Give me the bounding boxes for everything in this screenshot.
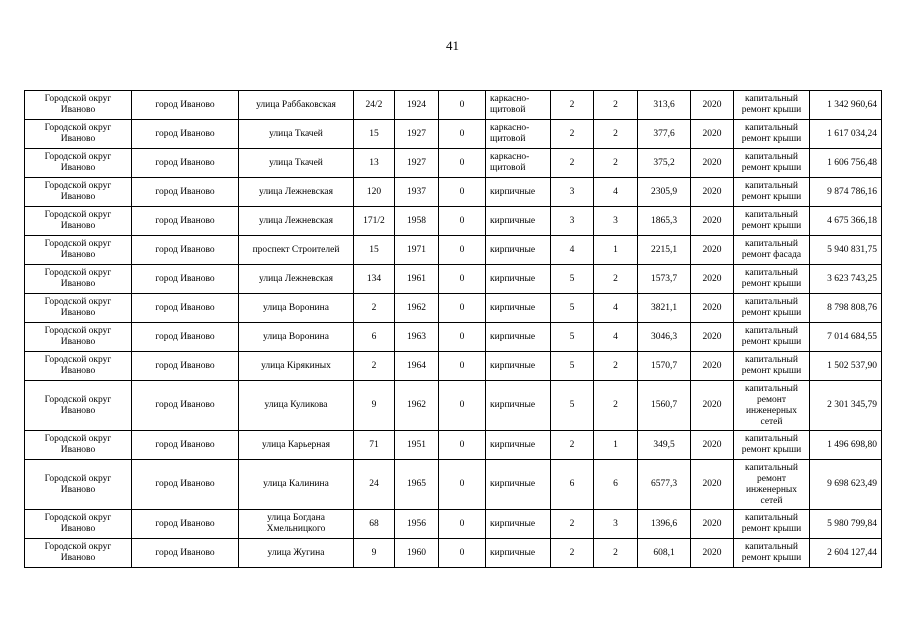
municipality-cell: Городской округ Иваново <box>25 265 132 294</box>
entrances-cell: 2 <box>594 381 638 431</box>
area-cell: 608,1 <box>638 539 691 568</box>
plan-year-cell: 2020 <box>691 294 734 323</box>
zero-value-cell: 0 <box>439 294 486 323</box>
work-type-cell: капитальный ремонт крыши <box>734 323 810 352</box>
wall-material-cell: кирпичные <box>486 178 551 207</box>
area-cell: 377,6 <box>638 120 691 149</box>
entrances-cell: 4 <box>594 178 638 207</box>
city-cell: город Иваново <box>132 120 239 149</box>
house-number-cell: 6 <box>354 323 395 352</box>
municipality-cell: Городской округ Иваново <box>25 294 132 323</box>
zero-value-cell: 0 <box>439 352 486 381</box>
city-cell: город Иваново <box>132 207 239 236</box>
construction-year-cell: 1964 <box>395 352 439 381</box>
zero-value-cell: 0 <box>439 91 486 120</box>
zero-value-cell: 0 <box>439 460 486 510</box>
table-row <box>25 265 882 294</box>
plan-year-cell: 2020 <box>691 178 734 207</box>
city-cell: город Иваново <box>132 236 239 265</box>
area-cell: 1573,7 <box>638 265 691 294</box>
work-type-cell: капитальный ремонт крыши <box>734 352 810 381</box>
cost-cell: 9 874 786,16 <box>810 178 882 207</box>
wall-material-cell: кирпичные <box>486 381 551 431</box>
construction-year-cell: 1956 <box>395 510 439 539</box>
area-cell: 1560,7 <box>638 381 691 431</box>
table-row <box>25 294 882 323</box>
plan-year-cell: 2020 <box>691 431 734 460</box>
floors-cell: 5 <box>551 294 594 323</box>
table-row <box>25 236 882 265</box>
zero-value-cell: 0 <box>439 431 486 460</box>
city-cell: город Иваново <box>132 460 239 510</box>
table-body <box>25 91 882 568</box>
house-number-cell: 24 <box>354 460 395 510</box>
zero-value-cell: 0 <box>439 207 486 236</box>
entrances-cell: 4 <box>594 323 638 352</box>
plan-year-cell: 2020 <box>691 120 734 149</box>
plan-year-cell: 2020 <box>691 539 734 568</box>
city-cell: город Иваново <box>132 539 239 568</box>
floors-cell: 5 <box>551 352 594 381</box>
entrances-cell: 3 <box>594 207 638 236</box>
floors-cell: 5 <box>551 323 594 352</box>
street-cell: улица Ткачей <box>239 120 354 149</box>
cost-cell: 1 617 034,24 <box>810 120 882 149</box>
table-row <box>25 178 882 207</box>
floors-cell: 2 <box>551 510 594 539</box>
entrances-cell: 3 <box>594 510 638 539</box>
cost-cell: 2 604 127,44 <box>810 539 882 568</box>
area-cell: 1570,7 <box>638 352 691 381</box>
work-type-cell: капитальный ремонт крыши <box>734 207 810 236</box>
table-row <box>25 323 882 352</box>
construction-year-cell: 1961 <box>395 265 439 294</box>
street-cell: улица Лежневская <box>239 207 354 236</box>
floors-cell: 3 <box>551 207 594 236</box>
construction-year-cell: 1963 <box>395 323 439 352</box>
city-cell: город Иваново <box>132 91 239 120</box>
street-cell: улица Куликова <box>239 381 354 431</box>
floors-cell: 2 <box>551 431 594 460</box>
construction-year-cell: 1962 <box>395 294 439 323</box>
zero-value-cell: 0 <box>439 381 486 431</box>
area-cell: 313,6 <box>638 91 691 120</box>
work-type-cell: капитальный ремонт крыши <box>734 294 810 323</box>
work-type-cell: капитальный ремонт крыши <box>734 149 810 178</box>
construction-year-cell: 1958 <box>395 207 439 236</box>
page-number: 41 <box>446 38 459 53</box>
entrances-cell: 2 <box>594 149 638 178</box>
street-cell: улица Кірякиных <box>239 352 354 381</box>
table-row <box>25 352 882 381</box>
cost-cell: 1 342 960,64 <box>810 91 882 120</box>
municipality-cell: Городской округ Иваново <box>25 178 132 207</box>
entrances-cell: 1 <box>594 431 638 460</box>
plan-year-cell: 2020 <box>691 510 734 539</box>
street-cell: улица Богдана Хмельницкого <box>239 510 354 539</box>
table-row <box>25 431 882 460</box>
entrances-cell: 2 <box>594 352 638 381</box>
wall-material-cell: кирпичные <box>486 207 551 236</box>
table-row <box>25 539 882 568</box>
cost-cell: 5 980 799,84 <box>810 510 882 539</box>
zero-value-cell: 0 <box>439 149 486 178</box>
cost-cell: 9 698 623,49 <box>810 460 882 510</box>
work-type-cell: капитальный ремонт крыши <box>734 539 810 568</box>
table-row <box>25 91 882 120</box>
municipality-cell: Городской округ Иваново <box>25 431 132 460</box>
city-cell: город Иваново <box>132 178 239 207</box>
work-type-cell: капитальный ремонт инженерных сетей <box>734 381 810 431</box>
wall-material-cell: кирпичные <box>486 431 551 460</box>
street-cell: улица Воронина <box>239 294 354 323</box>
house-number-cell: 2 <box>354 294 395 323</box>
city-cell: город Иваново <box>132 323 239 352</box>
area-cell: 1396,6 <box>638 510 691 539</box>
area-cell: 6577,3 <box>638 460 691 510</box>
street-cell: улица Воронина <box>239 323 354 352</box>
house-number-cell: 15 <box>354 120 395 149</box>
area-cell: 3821,1 <box>638 294 691 323</box>
construction-year-cell: 1960 <box>395 539 439 568</box>
floors-cell: 6 <box>551 460 594 510</box>
wall-material-cell: кирпичные <box>486 294 551 323</box>
area-cell: 375,2 <box>638 149 691 178</box>
cost-cell: 1 606 756,48 <box>810 149 882 178</box>
floors-cell: 4 <box>551 236 594 265</box>
construction-year-cell: 1965 <box>395 460 439 510</box>
street-cell: улица Лежневская <box>239 178 354 207</box>
house-number-cell: 24/2 <box>354 91 395 120</box>
house-number-cell: 71 <box>354 431 395 460</box>
municipality-cell: Городской округ Иваново <box>25 323 132 352</box>
construction-year-cell: 1971 <box>395 236 439 265</box>
work-type-cell: капитальный ремонт крыши <box>734 120 810 149</box>
zero-value-cell: 0 <box>439 178 486 207</box>
area-cell: 349,5 <box>638 431 691 460</box>
cost-cell: 1 502 537,90 <box>810 352 882 381</box>
zero-value-cell: 0 <box>439 323 486 352</box>
city-cell: город Иваново <box>132 431 239 460</box>
entrances-cell: 1 <box>594 236 638 265</box>
work-type-cell: капитальный ремонт крыши <box>734 431 810 460</box>
wall-material-cell: кирпичные <box>486 236 551 265</box>
house-number-cell: 68 <box>354 510 395 539</box>
cost-cell: 5 940 831,75 <box>810 236 882 265</box>
zero-value-cell: 0 <box>439 510 486 539</box>
wall-material-cell: кирпичные <box>486 539 551 568</box>
entrances-cell: 2 <box>594 539 638 568</box>
municipality-cell: Городской округ Иваново <box>25 120 132 149</box>
cost-cell: 2 301 345,79 <box>810 381 882 431</box>
plan-year-cell: 2020 <box>691 352 734 381</box>
municipality-cell: Городской округ Иваново <box>25 381 132 431</box>
area-cell: 2215,1 <box>638 236 691 265</box>
city-cell: город Иваново <box>132 352 239 381</box>
street-cell: улица Жугина <box>239 539 354 568</box>
street-cell: улица Ткачей <box>239 149 354 178</box>
floors-cell: 5 <box>551 265 594 294</box>
house-number-cell: 2 <box>354 352 395 381</box>
house-number-cell: 15 <box>354 236 395 265</box>
wall-material-cell: кирпичные <box>486 510 551 539</box>
table-row <box>25 207 882 236</box>
table-row <box>25 120 882 149</box>
house-number-cell: 9 <box>354 381 395 431</box>
house-number-cell: 120 <box>354 178 395 207</box>
entrances-cell: 4 <box>594 294 638 323</box>
work-type-cell: капитальный ремонт крыши <box>734 91 810 120</box>
area-cell: 3046,3 <box>638 323 691 352</box>
work-type-cell: капитальный ремонт крыши <box>734 265 810 294</box>
construction-year-cell: 1937 <box>395 178 439 207</box>
house-number-cell: 171/2 <box>354 207 395 236</box>
work-type-cell: капитальный ремонт крыши <box>734 178 810 207</box>
work-type-cell: капитальный ремонт фасада <box>734 236 810 265</box>
street-cell: улица Лежневская <box>239 265 354 294</box>
municipality-cell: Городской округ Иваново <box>25 539 132 568</box>
area-cell: 1865,3 <box>638 207 691 236</box>
cost-cell: 7 014 684,55 <box>810 323 882 352</box>
floors-cell: 3 <box>551 178 594 207</box>
zero-value-cell: 0 <box>439 236 486 265</box>
house-number-cell: 134 <box>354 265 395 294</box>
entrances-cell: 2 <box>594 265 638 294</box>
entrances-cell: 2 <box>594 91 638 120</box>
city-cell: город Иваново <box>132 294 239 323</box>
plan-year-cell: 2020 <box>691 460 734 510</box>
street-cell: улица Карьерная <box>239 431 354 460</box>
floors-cell: 2 <box>551 149 594 178</box>
wall-material-cell: каркасно-щитовой <box>486 91 551 120</box>
plan-year-cell: 2020 <box>691 381 734 431</box>
cost-cell: 8 798 808,76 <box>810 294 882 323</box>
cost-cell: 4 675 366,18 <box>810 207 882 236</box>
construction-year-cell: 1927 <box>395 149 439 178</box>
construction-year-cell: 1951 <box>395 431 439 460</box>
area-cell: 2305,9 <box>638 178 691 207</box>
housing-repair-table <box>24 90 882 568</box>
city-cell: город Иваново <box>132 265 239 294</box>
plan-year-cell: 2020 <box>691 149 734 178</box>
city-cell: город Иваново <box>132 510 239 539</box>
floors-cell: 2 <box>551 539 594 568</box>
zero-value-cell: 0 <box>439 539 486 568</box>
street-cell: проспект Строителей <box>239 236 354 265</box>
municipality-cell: Городской округ Иваново <box>25 207 132 236</box>
table-row <box>25 381 882 431</box>
street-cell: улица Раббаковская <box>239 91 354 120</box>
wall-material-cell: каркасно-щитовой <box>486 120 551 149</box>
plan-year-cell: 2020 <box>691 323 734 352</box>
plan-year-cell: 2020 <box>691 265 734 294</box>
floors-cell: 2 <box>551 120 594 149</box>
house-number-cell: 9 <box>354 539 395 568</box>
work-type-cell: капитальный ремонт крыши <box>734 510 810 539</box>
entrances-cell: 6 <box>594 460 638 510</box>
wall-material-cell: кирпичные <box>486 352 551 381</box>
municipality-cell: Городской округ Иваново <box>25 236 132 265</box>
street-cell: улица Калинина <box>239 460 354 510</box>
construction-year-cell: 1962 <box>395 381 439 431</box>
cost-cell: 1 496 698,80 <box>810 431 882 460</box>
municipality-cell: Городской округ Иваново <box>25 460 132 510</box>
table-row <box>25 149 882 178</box>
city-cell: город Иваново <box>132 149 239 178</box>
plan-year-cell: 2020 <box>691 236 734 265</box>
construction-year-cell: 1927 <box>395 120 439 149</box>
municipality-cell: Городской округ Иваново <box>25 149 132 178</box>
construction-year-cell: 1924 <box>395 91 439 120</box>
plan-year-cell: 2020 <box>691 207 734 236</box>
municipality-cell: Городской округ Иваново <box>25 510 132 539</box>
municipality-cell: Городской округ Иваново <box>25 352 132 381</box>
house-number-cell: 13 <box>354 149 395 178</box>
entrances-cell: 2 <box>594 120 638 149</box>
floors-cell: 5 <box>551 381 594 431</box>
work-type-cell: капитальный ремонт инженерных сетей <box>734 460 810 510</box>
floors-cell: 2 <box>551 91 594 120</box>
wall-material-cell: кирпичные <box>486 265 551 294</box>
wall-material-cell: каркасно-щитовой <box>486 149 551 178</box>
wall-material-cell: кирпичные <box>486 460 551 510</box>
plan-year-cell: 2020 <box>691 91 734 120</box>
zero-value-cell: 0 <box>439 120 486 149</box>
municipality-cell: Городской округ Иваново <box>25 91 132 120</box>
wall-material-cell: кирпичные <box>486 323 551 352</box>
zero-value-cell: 0 <box>439 265 486 294</box>
table-row <box>25 460 882 510</box>
city-cell: город Иваново <box>132 381 239 431</box>
table-row <box>25 510 882 539</box>
cost-cell: 3 623 743,25 <box>810 265 882 294</box>
